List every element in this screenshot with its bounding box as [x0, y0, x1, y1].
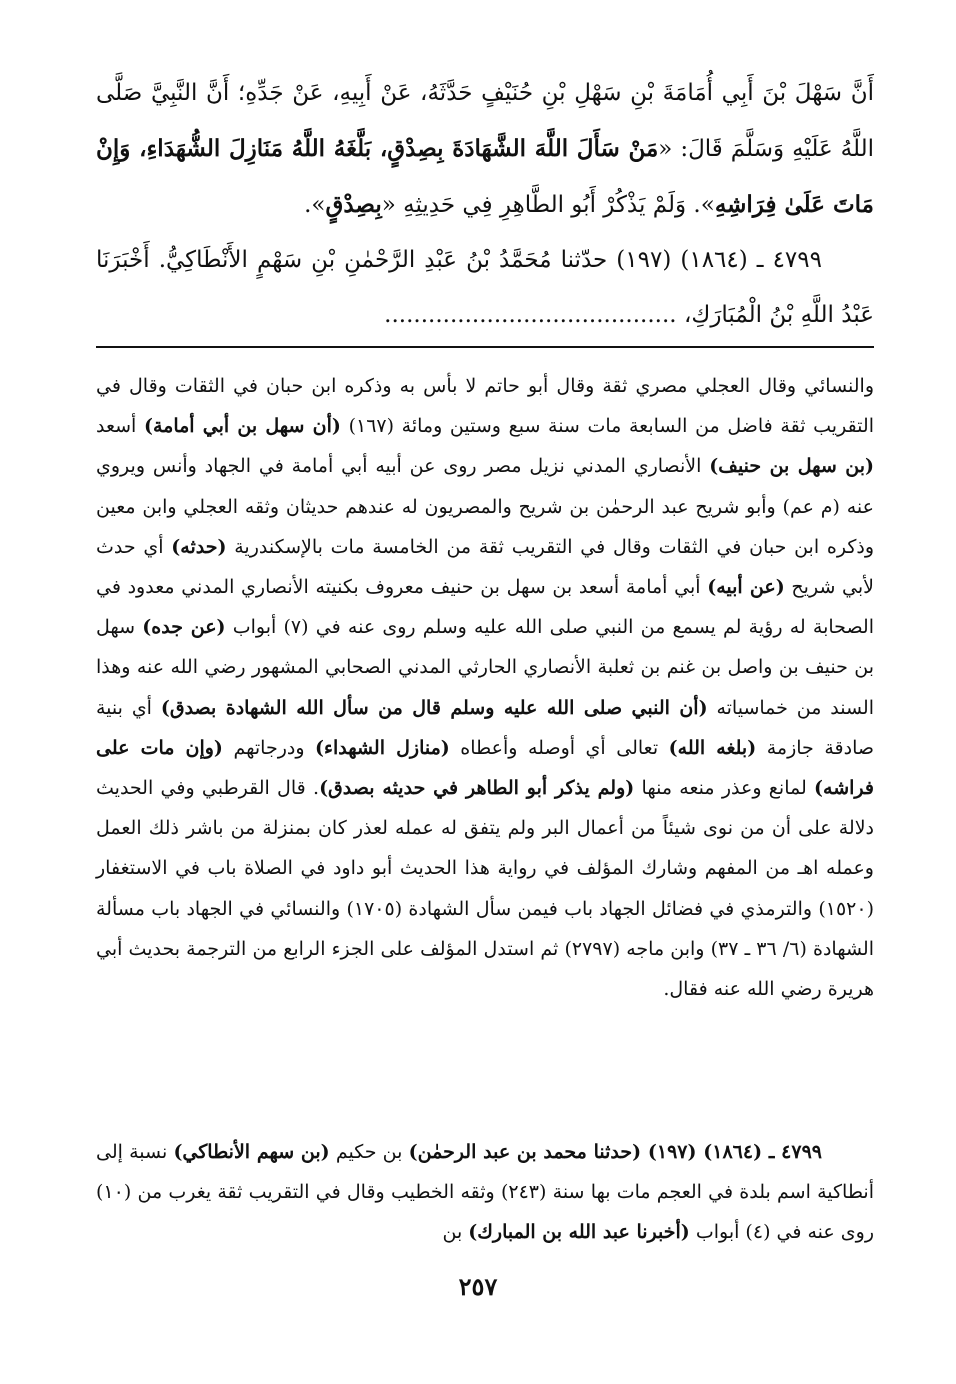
commentary-quote: (بن سهم الأنطاكي) [173, 1141, 330, 1163]
hadith-paragraph-2 [96, 233, 874, 343]
commentary-quote: (حدثه) [171, 535, 227, 558]
commentary-run: لمانع وعذر منعه منها [634, 777, 815, 800]
continuation-dots: ........................................ [384, 302, 677, 328]
hadith-matn: مَنْ سَأَلَ اللَّهَ الشَّهَادَةَ بِصِدْقٍ، بَلَّغَهُ اللَّهُ مَنَازِلَ الشُّهَدَاءِ، وَإِنْ مَاتَ عَلَىٰ فِرَاشِهِ [96, 135, 874, 218]
hadith-note-word: بِصِدْقٍ [325, 191, 382, 218]
commentary-run: أي بنية صادقة جازمة [96, 696, 874, 759]
commentary-quote: (أن النبي صلى الله عليه وسلم قال من سأل الله الشهادة بصدق) [160, 696, 708, 719]
commentary-text [96, 366, 874, 1009]
commentary-run: أسعد [96, 415, 144, 438]
commentary-quote: (أخبرنا عبد الله بن المبارك) [468, 1221, 690, 1244]
commentary-run: ودرجاتهم [222, 736, 316, 759]
page-number: ٢٥٧ [458, 1272, 498, 1301]
commentary-quote: ٤٧٩٩ ـ (١٨٦٤) (١٩٧) (حدثنا محمد بن عبد الرحمٰن) [408, 1141, 822, 1163]
commentary-run: بن حكيم [329, 1141, 409, 1163]
commentary-quote: (عن جده) [142, 616, 226, 639]
hadith-isnad: ٤٧٩٩ ـ (١٨٦٤) (١٩٧) حدّثنا مُحَمَّدُ بْنُ عَبْدِ الرَّحْمٰنِ بْنِ سَهْمٍ الأَنْطَاكِيُّ. أَخْبَرَنَا عَبْدُ اللَّهِ بْنُ الْمُبَارَكِ، [96, 247, 874, 328]
commentary-quote: (بلغه الله) [668, 736, 757, 759]
commentary-run: الأنصاري المدني نزيل مصر روى عن أبيه أبي أمامة في الجهاد وأنس ويروي عنه (م عم) وأبو شريح عبد الرحمٰن بن شريح والمصريون له عندهم حديثان وثقه العجلي وابن معين وذكره ابن حبان في الثقات وقال في التقريب ثقة من الخامسة مات بالإسكندرية [96, 455, 874, 558]
hadith-text [96, 66, 874, 343]
commentary-run: . قال القرطبي وفي الحديث دلالة على أن من نوى شيئاً من أعمال البر ولم يتفق له عمله لعذر كان بمنزلة من باشر ذلك العمل وعمله اهـ من المفهم وشارك المؤلف في رواية هذا الحديث أبو داود في الصلاة باب في الاستغفار (١٥٢٠) والترمذي في فضائل الجهاد باب فيمن سأل الشهادة (١٧٠٥) والنسائي في الجهاد باب مسألة الشهادة (٦/ ٣٦ ـ ٣٧) وابن ماجه (٢٧٩٧) ثم استدل المؤلف على الجزء الرابع من الترجمة بحديث أبي هريرة رضي الله عنه فقال. [96, 777, 874, 1001]
commentary-quote: (منازل الشهداء) [315, 736, 450, 759]
commentary-quote: (وإن مات على فراشه) [96, 736, 874, 800]
commentary-quote: (بن سهل بن حنيف) [709, 455, 874, 478]
commentary-run: أبي أمامة أسعد بن سهل بن حنيف معروف بكنيته الأنصاري المدني معدود في الصحابة له رؤية لم يسمع من النبي صلى الله عليه وسلم روى عنه في (٧) أبواب [96, 576, 874, 639]
hadith-narration: أَنَّ سَهْلَ بْنَ أَبِي أُمَامَةَ بْنِ سَهْلِ بْنِ حُنَيْفٍ حَدَّثَهُ، عَنْ أَبِيهِ، عَنْ جَدِّهِ؛ أَنَّ النَّبِيَّ صَلَّى اللَّهُ عَلَيْهِ وَسَلَّمَ قَالَ: « [96, 80, 875, 162]
commentary-paragraph-2 [96, 1132, 874, 1253]
hadith-note-end: ». [304, 192, 326, 218]
commentary-run: سهل بن حنيف بن واصل بن غنم بن ثعلبة الأنصاري الحارثي المدني الصحابي المشهور رضي الله عنه وهذا السند من خماسياته [96, 616, 874, 719]
commentary-quote: (عن أبيه) [707, 576, 785, 599]
hadith-note: ». وَلَمْ يَذْكُرْ أَبُو الطَّاهِرِ فِي حَدِيثِهِ « [381, 192, 715, 218]
commentary-text-2 [96, 1132, 874, 1253]
commentary-run: أي حدث لأبي شريح [96, 535, 875, 599]
commentary-quote: (أن سهل بن أبي أمامة) [143, 415, 341, 438]
hadith-paragraph-1 [96, 66, 874, 233]
commentary-run: والنسائي وقال العجلي مصري ثقة وقال أبو حاتم لا بأس به وذكره ابن حبان في الثقات وقال في التقريب ثقة فاضل من السابعة مات سنة سبع وستين ومائة (١٦٧) [96, 375, 874, 438]
commentary-run: بن [442, 1221, 469, 1244]
commentary-quote: (ولم يذكر أبو الطاهر في حديثه بصدق) [319, 777, 635, 800]
footnote-separator [96, 346, 874, 348]
commentary-run: تعالى أي أوصله وأعطاه [449, 736, 669, 759]
commentary-paragraph-1 [96, 366, 874, 1009]
commentary-run: نسبة إلى أنطاكية اسم بلدة في العجم مات بها سنة (٢٤٣) وثقه الخطيب وقال في التقريب ثقة يغرب من (١٠) روى عنه في (٤) أبواب [96, 1141, 875, 1244]
